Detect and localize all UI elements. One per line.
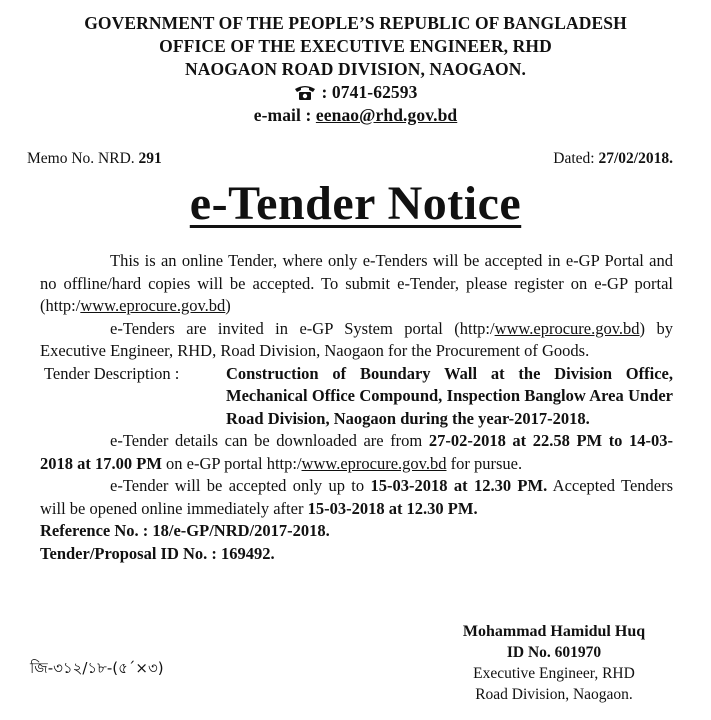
header-office: OFFICE OF THE EXECUTIVE ENGINEER, RHD — [159, 36, 552, 56]
publication-code: জি-৩১২/১৮-(৫´×৩) — [30, 659, 164, 677]
tender-description-label: Tender Description : — [44, 363, 180, 383]
tender-description — [44, 363, 673, 431]
paragraph-invitation: e-Tenders are invited in e-GP System portal (http:/www.eprocure.gov.bd) by Executive Engineer, RHD, Road Division, Naogaon for the Procurement of Goods. — [40, 318, 673, 360]
header-email-line — [0, 104, 711, 127]
reference-number: Reference No. : 18/e-GP/NRD/2017-2018. — [40, 521, 330, 540]
header-phone: : 0741-62593 — [321, 82, 418, 102]
proposal-id: Tender/Proposal ID No. : 169492. — [40, 543, 275, 563]
memo-row — [27, 150, 673, 168]
portal-link[interactable]: www.eprocure.gov.bd — [301, 453, 447, 473]
signature-block — [430, 621, 678, 705]
header-government: GOVERNMENT OF THE PEOPLE’S REPUBLIC OF BANGLADESH — [84, 13, 627, 33]
letterhead — [0, 0, 711, 127]
telephone-icon — [294, 84, 316, 101]
portal-link[interactable]: www.eprocure.gov.bd — [80, 296, 226, 315]
signatory-id: ID No. 601970 — [506, 644, 602, 661]
paragraph-intro: This is an online Tender, where only e-Tenders will be accepted in e-GP Portal and no offline/hard copies will be accepted. To submit e-Tender, please register on e-GP portal (http:/www.eprocure.gov.bd) — [40, 251, 673, 315]
paragraph-acceptance: e-Tender will be accepted only up to 15-03-2018 at 12.30 PM. Accepted Tenders will be opened online immediately after 15-03-2018 at 12.30 PM. — [40, 476, 674, 518]
signatory-name: Mohammad Hamidul Huq — [462, 623, 646, 640]
email-link[interactable]: eenao@rhd.gov.bd — [315, 105, 458, 125]
notice-body — [40, 250, 673, 565]
signatory-office: Road Division, Naogaon. — [475, 686, 633, 703]
email-label: e-mail : — [253, 105, 312, 125]
notice-title: e-Tender Notice — [189, 177, 522, 230]
portal-link[interactable]: www.eprocure.gov.bd — [494, 318, 640, 338]
signatory-designation: Executive Engineer, RHD — [473, 665, 635, 682]
memo-number: Memo No. NRD. 291 — [27, 150, 162, 167]
header-division: NAOGAON ROAD DIVISION, NAOGAON. — [185, 59, 526, 79]
header-phone-line — [0, 81, 711, 104]
paragraph-download: e-Tender details can be downloaded are from 27-02-2018 at 22.58 PM to 14-03-2018 at 17.00 PM on e-GP portal http:/www.eprocure.gov.bd for pursue. — [40, 431, 674, 473]
tender-description-value: Construction of Boundary Wall at the Division Office, Mechanical Office Compound, Inspection Banglow Area Under Road Division, Naogaon during the year-2017-2018. — [226, 363, 673, 428]
memo-date: Dated: 27/02/2018. — [553, 150, 673, 167]
